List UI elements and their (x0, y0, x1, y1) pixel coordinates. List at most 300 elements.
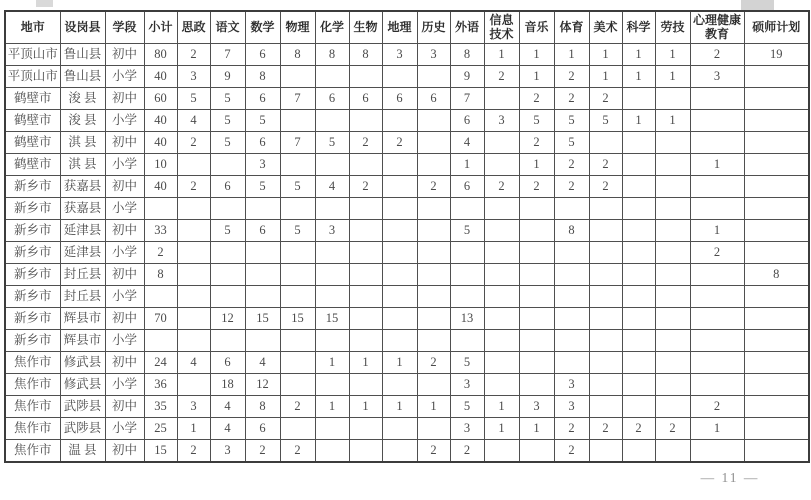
table-cell: 5 (245, 176, 280, 198)
table-cell: 辉县市 (60, 308, 105, 330)
table-cell: 3 (554, 374, 589, 396)
column-header: 设岗县 (60, 11, 105, 44)
table-cell: 初中 (105, 396, 144, 418)
table-cell (210, 330, 245, 352)
table-cell (177, 308, 210, 330)
table-cell (554, 308, 589, 330)
table-cell (245, 264, 280, 286)
table-cell: 初中 (105, 132, 144, 154)
table-cell (177, 220, 210, 242)
table-cell (622, 154, 655, 176)
column-header: 学段 (105, 11, 144, 44)
table-cell (744, 88, 809, 110)
table-cell (450, 198, 484, 220)
table-cell: 5 (210, 110, 245, 132)
table-cell (655, 264, 690, 286)
column-header: 小计 (144, 11, 177, 44)
table-cell (589, 308, 622, 330)
table-cell: 1 (484, 418, 519, 440)
table-cell: 2 (655, 418, 690, 440)
table-cell (144, 330, 177, 352)
table-cell (690, 374, 744, 396)
table-cell: 25 (144, 418, 177, 440)
table-cell (280, 286, 315, 308)
table-cell (622, 264, 655, 286)
table-cell: 18 (210, 374, 245, 396)
table-row (5, 88, 809, 110)
table-cell (210, 154, 245, 176)
table-cell (349, 242, 382, 264)
table-cell: 焦作市 (5, 374, 60, 396)
table-row (5, 440, 809, 463)
table-cell (554, 352, 589, 374)
table-cell: 2 (589, 418, 622, 440)
table-cell (382, 176, 417, 198)
table-cell: 2 (690, 242, 744, 264)
table-row (5, 418, 809, 440)
table-cell (280, 110, 315, 132)
column-header: 外语 (450, 11, 484, 44)
table-cell (280, 330, 315, 352)
table-cell (450, 286, 484, 308)
table-cell (589, 220, 622, 242)
table-row (5, 110, 809, 132)
table-cell: 5 (177, 88, 210, 110)
table-cell (484, 308, 519, 330)
table-cell: 辉县市 (60, 330, 105, 352)
table-cell (349, 198, 382, 220)
table-cell (554, 198, 589, 220)
table-cell (349, 220, 382, 242)
table-cell: 2 (690, 396, 744, 418)
table-cell (315, 374, 349, 396)
table-cell: 40 (144, 66, 177, 88)
table-cell: 2 (589, 88, 622, 110)
table-cell: 6 (382, 88, 417, 110)
table-cell (744, 330, 809, 352)
table-row (5, 396, 809, 418)
table-cell: 3 (177, 396, 210, 418)
table-cell (589, 286, 622, 308)
table-cell: 2 (177, 44, 210, 66)
table-cell: 延津县 (60, 242, 105, 264)
table-cell (622, 198, 655, 220)
table-cell (655, 440, 690, 463)
table-cell (177, 242, 210, 264)
table-cell: 7 (280, 88, 315, 110)
column-header: 心理健康教育 (690, 11, 744, 44)
table-row (5, 308, 809, 330)
table-cell (280, 374, 315, 396)
table-row (5, 66, 809, 88)
table-cell: 12 (245, 374, 280, 396)
table-cell (382, 220, 417, 242)
table-cell: 8 (349, 44, 382, 66)
table-cell: 3 (554, 396, 589, 418)
column-header: 信息技术 (484, 11, 519, 44)
table-cell (554, 242, 589, 264)
table-cell (589, 330, 622, 352)
table-cell: 修武县 (60, 352, 105, 374)
table-cell: 鹤壁市 (5, 110, 60, 132)
table-cell: 1 (519, 418, 554, 440)
table-cell: 新乡市 (5, 308, 60, 330)
table-cell (554, 264, 589, 286)
table-cell: 6 (245, 418, 280, 440)
table-cell: 2 (622, 418, 655, 440)
table-cell (417, 154, 450, 176)
table-cell (417, 220, 450, 242)
column-header: 数学 (245, 11, 280, 44)
table-cell (589, 440, 622, 463)
table-cell: 4 (210, 418, 245, 440)
table-cell: 获嘉县 (60, 176, 105, 198)
table-row (5, 132, 809, 154)
table-cell: 新乡市 (5, 176, 60, 198)
table-cell (315, 198, 349, 220)
table-cell: 2 (280, 396, 315, 418)
table-cell (382, 110, 417, 132)
table-cell (245, 242, 280, 264)
table-cell: 1 (349, 352, 382, 374)
table-cell (245, 198, 280, 220)
table-cell: 3 (210, 440, 245, 463)
table-cell: 5 (450, 396, 484, 418)
table-cell: 6 (450, 110, 484, 132)
table-cell: 1 (690, 220, 744, 242)
table-cell (744, 374, 809, 396)
table-cell: 初中 (105, 44, 144, 66)
table-cell (655, 330, 690, 352)
table-cell (315, 66, 349, 88)
table-cell (349, 286, 382, 308)
table-cell: 6 (349, 88, 382, 110)
table-cell: 6 (210, 176, 245, 198)
table-cell (417, 264, 450, 286)
table-cell (177, 286, 210, 308)
table-cell (315, 110, 349, 132)
table-cell: 获嘉县 (60, 198, 105, 220)
table-cell (382, 286, 417, 308)
table-cell (315, 440, 349, 463)
table-row (5, 242, 809, 264)
table-cell (417, 66, 450, 88)
table-cell (450, 264, 484, 286)
table-cell (349, 308, 382, 330)
table-cell (349, 440, 382, 463)
table-cell (349, 264, 382, 286)
table-cell (690, 132, 744, 154)
table-cell: 2 (484, 176, 519, 198)
table-cell (450, 242, 484, 264)
table-cell: 8 (554, 220, 589, 242)
table-cell: 6 (245, 88, 280, 110)
table-cell (417, 286, 450, 308)
table-cell (744, 308, 809, 330)
table-cell: 武陟县 (60, 396, 105, 418)
table-cell: 4 (177, 352, 210, 374)
table-cell: 浚 县 (60, 88, 105, 110)
table-cell: 2 (177, 440, 210, 463)
column-header: 思政 (177, 11, 210, 44)
table-cell: 小学 (105, 66, 144, 88)
table-cell: 1 (690, 418, 744, 440)
table-cell: 3 (484, 110, 519, 132)
table-cell (484, 220, 519, 242)
table-cell: 1 (519, 154, 554, 176)
table-cell (744, 440, 809, 463)
column-header: 历史 (417, 11, 450, 44)
table-cell (417, 330, 450, 352)
table-cell: 15 (280, 308, 315, 330)
table-cell (484, 198, 519, 220)
table-body (5, 44, 809, 463)
table-cell (744, 286, 809, 308)
table-cell (349, 418, 382, 440)
table-cell: 6 (245, 220, 280, 242)
table-cell: 7 (450, 88, 484, 110)
table-cell (382, 330, 417, 352)
column-header: 科学 (622, 11, 655, 44)
table-cell: 60 (144, 88, 177, 110)
table-cell: 封丘县 (60, 264, 105, 286)
table-cell (210, 242, 245, 264)
table-row (5, 44, 809, 66)
table-cell: 2 (690, 44, 744, 66)
table-cell (144, 198, 177, 220)
table-cell (484, 154, 519, 176)
table-cell: 小学 (105, 286, 144, 308)
table-cell (280, 352, 315, 374)
table-cell: 9 (210, 66, 245, 88)
table-cell: 新乡市 (5, 330, 60, 352)
table-cell: 1 (655, 66, 690, 88)
column-header: 音乐 (519, 11, 554, 44)
table-cell: 小学 (105, 154, 144, 176)
table-cell (622, 308, 655, 330)
table-cell: 2 (177, 132, 210, 154)
table-row (5, 286, 809, 308)
table-cell: 1 (484, 396, 519, 418)
table-cell: 新乡市 (5, 242, 60, 264)
table-cell: 5 (210, 220, 245, 242)
table-cell: 1 (690, 154, 744, 176)
table-cell (655, 132, 690, 154)
table-cell: 2 (144, 242, 177, 264)
table-cell: 2 (589, 154, 622, 176)
table-cell (519, 440, 554, 463)
table-cell: 1 (315, 352, 349, 374)
table-cell: 5 (210, 88, 245, 110)
table-cell (744, 418, 809, 440)
table-cell (349, 330, 382, 352)
table-cell (690, 176, 744, 198)
table-cell: 焦作市 (5, 418, 60, 440)
table-cell (177, 154, 210, 176)
table-cell (280, 198, 315, 220)
table-cell (690, 440, 744, 463)
table-cell (519, 220, 554, 242)
table-cell: 1 (589, 44, 622, 66)
table-cell: 淇 县 (60, 154, 105, 176)
table-cell: 小学 (105, 418, 144, 440)
table-cell (622, 132, 655, 154)
table-cell: 小学 (105, 110, 144, 132)
table-cell (280, 418, 315, 440)
table-cell: 小学 (105, 198, 144, 220)
column-header: 地市 (5, 11, 60, 44)
table-header (5, 11, 809, 44)
scan-edge-artifact (36, 0, 53, 7)
table-cell: 2 (554, 176, 589, 198)
table-cell (690, 110, 744, 132)
table-cell: 武陟县 (60, 418, 105, 440)
table-cell (690, 198, 744, 220)
table-cell (744, 352, 809, 374)
table-cell (417, 110, 450, 132)
table-cell: 3 (417, 44, 450, 66)
table-row (5, 264, 809, 286)
table-cell: 6 (245, 132, 280, 154)
table-cell: 初中 (105, 440, 144, 463)
table-cell: 1 (484, 44, 519, 66)
table-cell (589, 242, 622, 264)
table-cell: 2 (554, 418, 589, 440)
table-cell (589, 198, 622, 220)
table-cell (622, 374, 655, 396)
table-cell: 1 (450, 154, 484, 176)
table-cell: 5 (554, 132, 589, 154)
table-cell: 1 (177, 418, 210, 440)
table-cell (655, 352, 690, 374)
table-cell: 70 (144, 308, 177, 330)
table-cell (417, 198, 450, 220)
table-cell: 温 县 (60, 440, 105, 463)
table-cell: 7 (210, 44, 245, 66)
column-header: 劳技 (655, 11, 690, 44)
table-cell: 3 (450, 374, 484, 396)
table-cell: 1 (382, 352, 417, 374)
table-cell (144, 286, 177, 308)
table-cell (484, 132, 519, 154)
table-cell: 9 (450, 66, 484, 88)
table-cell: 8 (744, 264, 809, 286)
table-cell (655, 154, 690, 176)
scan-edge-artifact (741, 0, 774, 10)
table-cell: 1 (349, 396, 382, 418)
table-cell (589, 264, 622, 286)
table-cell: 3 (315, 220, 349, 242)
table-cell: 浚 县 (60, 110, 105, 132)
table-cell (210, 264, 245, 286)
table-row (5, 198, 809, 220)
table-cell (622, 88, 655, 110)
table-cell (622, 440, 655, 463)
table-cell (519, 264, 554, 286)
table-cell: 新乡市 (5, 286, 60, 308)
table-cell (744, 396, 809, 418)
table-cell (655, 308, 690, 330)
table-cell: 小学 (105, 374, 144, 396)
table-cell (177, 330, 210, 352)
table-cell: 平顶山市 (5, 44, 60, 66)
table-cell: 5 (245, 110, 280, 132)
table-cell (382, 264, 417, 286)
table-cell (690, 286, 744, 308)
table-cell: 8 (245, 66, 280, 88)
table-cell: 1 (622, 66, 655, 88)
table-cell: 15 (245, 308, 280, 330)
table-cell: 初中 (105, 352, 144, 374)
table-cell: 6 (450, 176, 484, 198)
table-cell: 19 (744, 44, 809, 66)
table-cell: 7 (280, 132, 315, 154)
table-cell: 焦作市 (5, 440, 60, 463)
table-cell (210, 198, 245, 220)
table-cell (280, 264, 315, 286)
table-cell: 平顶山市 (5, 66, 60, 88)
table-cell: 1 (315, 396, 349, 418)
table-cell: 5 (210, 132, 245, 154)
table-cell (655, 396, 690, 418)
table-cell: 2 (519, 132, 554, 154)
table-cell (519, 352, 554, 374)
table-cell (690, 264, 744, 286)
table-cell (245, 286, 280, 308)
table-cell (484, 286, 519, 308)
table-cell: 15 (315, 308, 349, 330)
table-cell: 1 (519, 44, 554, 66)
table-cell (280, 242, 315, 264)
table-cell: 2 (554, 66, 589, 88)
table-cell (622, 242, 655, 264)
column-header: 体育 (554, 11, 589, 44)
table-cell: 封丘县 (60, 286, 105, 308)
table-cell: 延津县 (60, 220, 105, 242)
table-cell (589, 396, 622, 418)
table-cell: 新乡市 (5, 220, 60, 242)
table-cell: 鹤壁市 (5, 132, 60, 154)
table-cell (450, 330, 484, 352)
table-cell: 1 (382, 396, 417, 418)
table-cell: 2 (554, 440, 589, 463)
table-cell (589, 352, 622, 374)
column-header: 美术 (589, 11, 622, 44)
table-cell (655, 176, 690, 198)
table-cell (744, 132, 809, 154)
table-cell (655, 88, 690, 110)
table-cell (589, 132, 622, 154)
table-cell (210, 286, 245, 308)
table-cell (382, 440, 417, 463)
table-cell: 35 (144, 396, 177, 418)
table-cell (315, 154, 349, 176)
column-header: 生物 (349, 11, 382, 44)
table-cell: 8 (280, 44, 315, 66)
table-cell: 5 (450, 352, 484, 374)
column-header: 物理 (280, 11, 315, 44)
table-cell (382, 374, 417, 396)
table-cell: 33 (144, 220, 177, 242)
table-cell (349, 110, 382, 132)
table-cell (315, 418, 349, 440)
table-cell: 3 (690, 66, 744, 88)
table-cell: 初中 (105, 308, 144, 330)
table-cell (655, 198, 690, 220)
table-cell: 80 (144, 44, 177, 66)
table-cell (744, 176, 809, 198)
table-cell (519, 286, 554, 308)
